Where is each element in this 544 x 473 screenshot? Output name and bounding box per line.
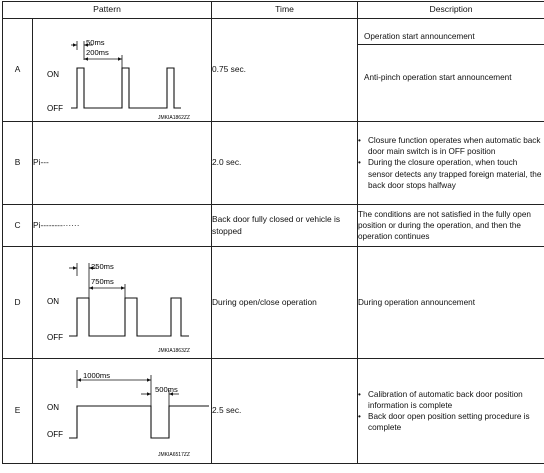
- bullet-list: [358, 135, 544, 190]
- bullet-list: [358, 389, 544, 433]
- time-cell: During open/close operation: [212, 247, 358, 359]
- table-row-e: [3, 359, 544, 464]
- row-id: C: [3, 205, 33, 247]
- time-cell: 2.5 sec.: [212, 359, 358, 464]
- on-label: ON: [47, 296, 59, 306]
- pulse-train: [71, 68, 181, 108]
- header-description: Description: [358, 2, 544, 19]
- bullet-icon: •: [358, 389, 361, 399]
- dim-short-label: 50ms: [86, 37, 105, 47]
- time-cell: 2.0 sec.: [212, 122, 358, 205]
- pattern-text: Pi---: [33, 122, 212, 205]
- description-cell: [358, 19, 544, 122]
- time-cell: 0.75 sec.: [212, 19, 358, 122]
- dim-short-label: 250ms: [91, 261, 114, 271]
- table-row-b: [3, 122, 544, 205]
- figure-code: JMKIA1862ZZ: [158, 114, 190, 121]
- waveform-diagram-d: [33, 248, 212, 358]
- off-label: OFF: [47, 429, 63, 439]
- figure-code: JMKIA1863ZZ: [158, 347, 190, 354]
- dim-long-label: 500ms: [155, 384, 178, 394]
- description-cell: The conditions are not satisfied in the fully open position or during the operation, and then the operation continues: [358, 205, 544, 247]
- description-top: Operation start announcement: [358, 29, 544, 45]
- bullet-item: • Back door open position setting procedure is complete: [358, 412, 530, 433]
- row-id: A: [3, 19, 33, 122]
- header-time: Time: [212, 2, 358, 19]
- header-row: [3, 2, 544, 19]
- off-label: OFF: [47, 332, 63, 342]
- bullet-icon: •: [358, 158, 361, 168]
- table-row-d: [3, 247, 544, 359]
- header-pattern: Pattern: [3, 2, 212, 19]
- waveform-cell: [33, 19, 212, 122]
- row-id: B: [3, 122, 33, 205]
- dim-short-label: 1000ms: [83, 370, 111, 380]
- dim-long-label: 750ms: [91, 276, 114, 286]
- pattern-text: Pi--------······: [33, 205, 212, 247]
- figure-code: JMKIA6517ZZ: [158, 451, 190, 458]
- description-cell: [358, 122, 544, 205]
- on-label: ON: [47, 402, 59, 412]
- off-label: OFF: [47, 103, 63, 113]
- pulse-train: [69, 406, 209, 438]
- row-id: D: [3, 247, 33, 359]
- table-row-c: [3, 205, 544, 247]
- waveform-cell: [33, 247, 212, 359]
- pulse-train: [69, 298, 189, 336]
- time-cell: Back door fully closed or vehicle is stopped: [212, 205, 358, 247]
- bullet-item: • During the closure operation, when touch sensor detects any trapped foreign material, the back door stops halfway: [358, 158, 542, 190]
- waveform-diagram-e: [33, 360, 212, 463]
- bullet-item: • Calibration of automatic back door position information is complete: [358, 389, 523, 410]
- dim-long-label: 200ms: [86, 47, 109, 57]
- waveform-cell: [33, 359, 212, 464]
- description-cell: During operation announcement: [358, 247, 544, 359]
- description-bottom: Anti-pinch operation start announcement: [364, 73, 512, 83]
- bullet-icon: •: [358, 136, 361, 146]
- on-label: ON: [47, 69, 59, 79]
- bullet-icon: •: [358, 412, 361, 421]
- table-row-a: [3, 19, 544, 122]
- waveform-diagram-a: [33, 20, 212, 121]
- buzzer-pattern-table: [2, 1, 544, 464]
- bullet-item: • Closure function operates when automatic back door main switch is in OFF position: [358, 136, 541, 157]
- description-cell: [358, 359, 544, 464]
- row-id: E: [3, 359, 33, 464]
